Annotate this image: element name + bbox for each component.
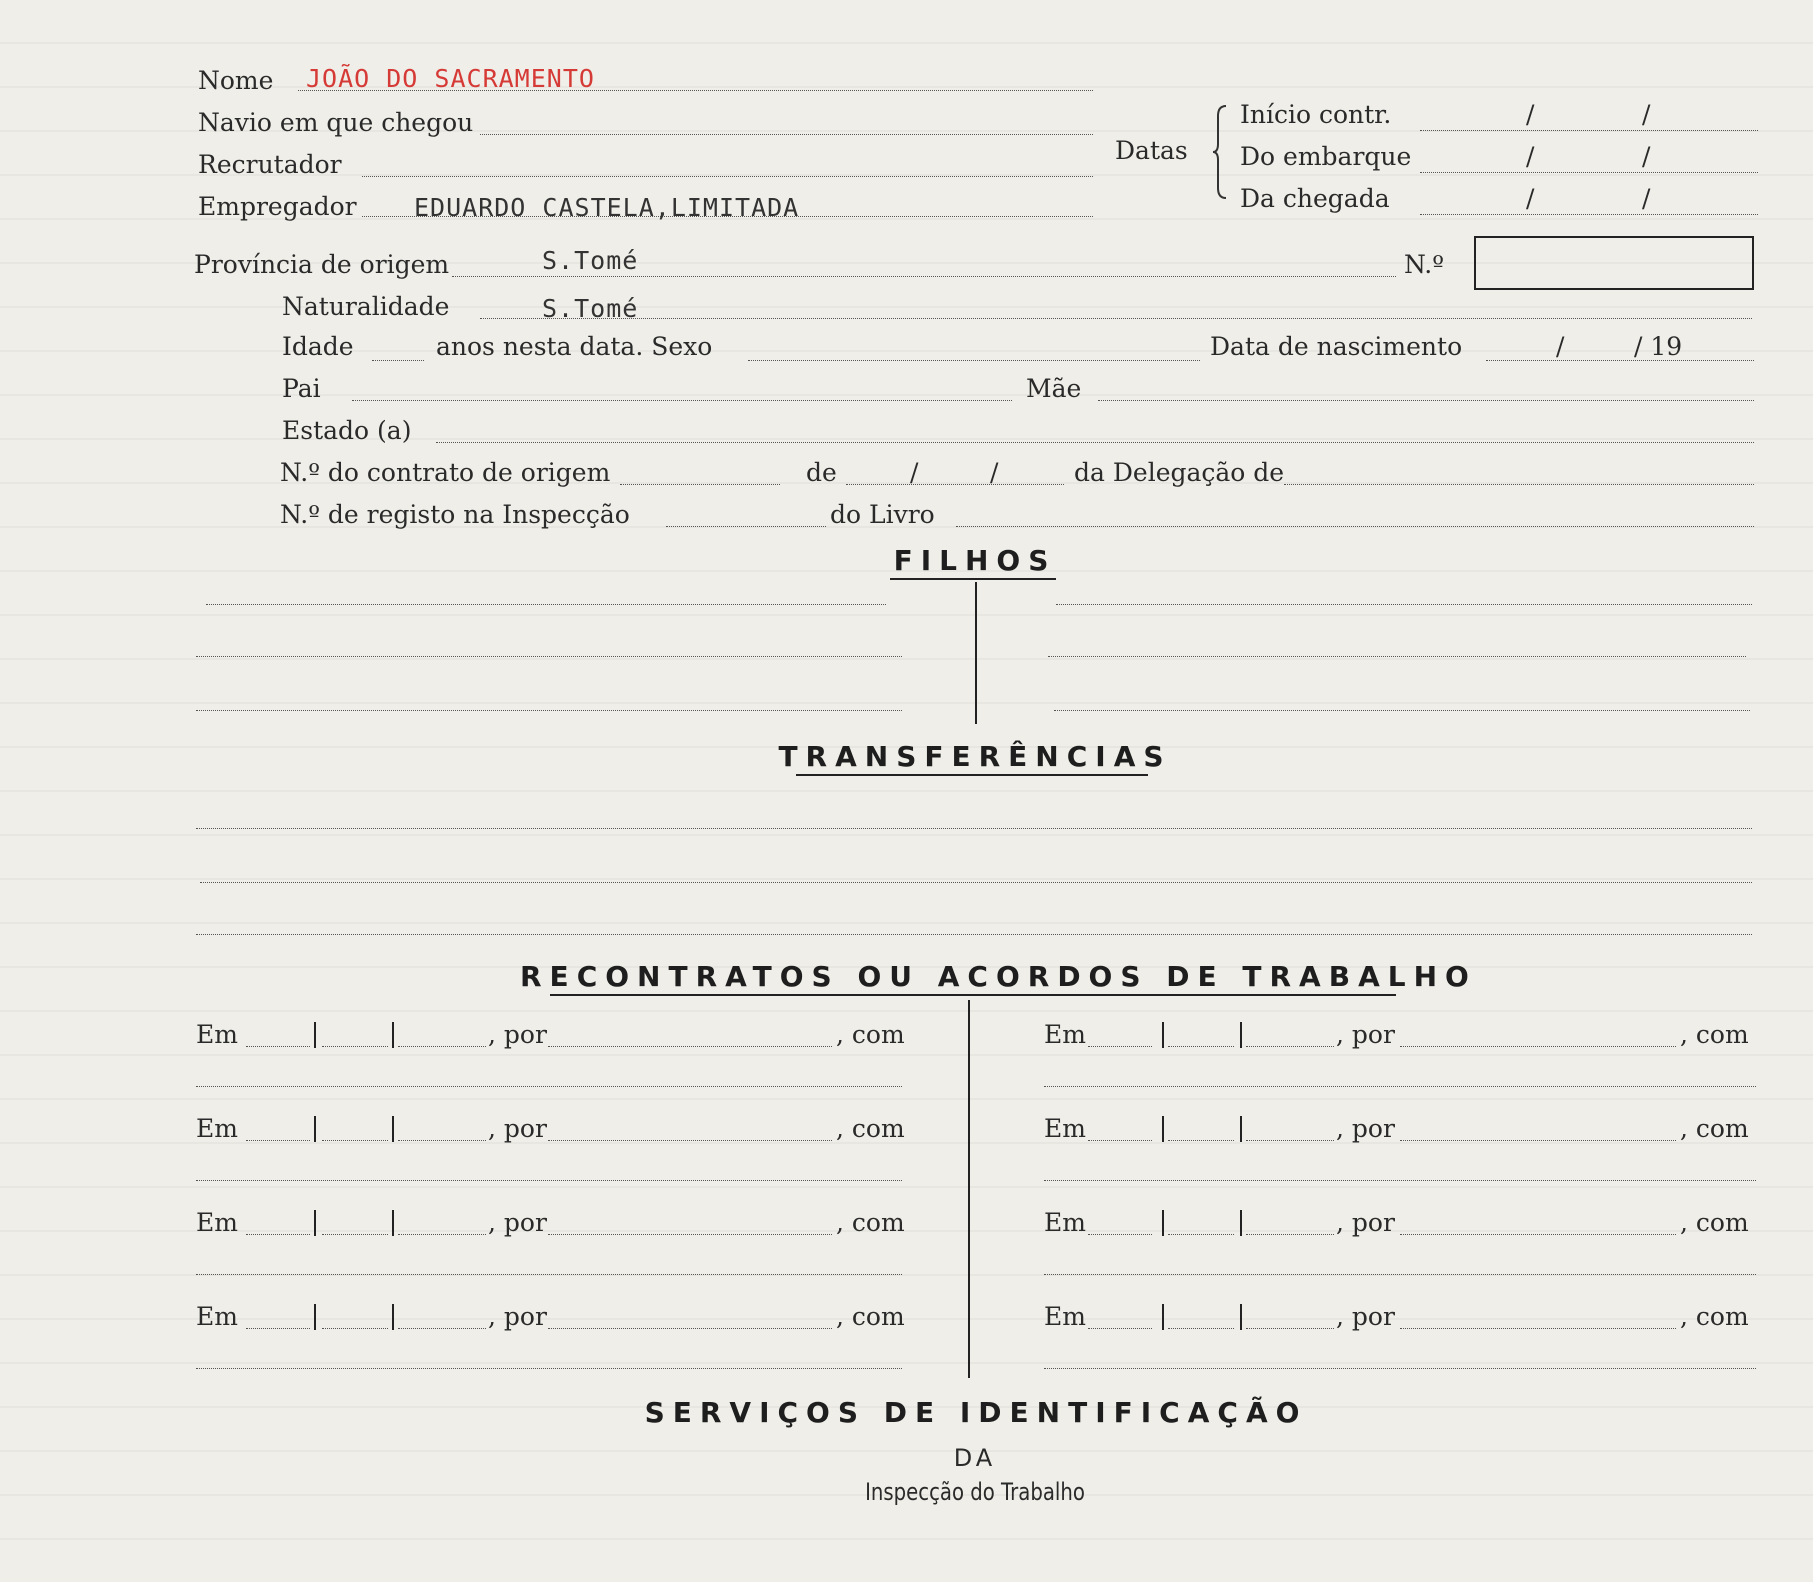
recontrato-separator — [1240, 1304, 1242, 1330]
slash: / — [1556, 332, 1565, 361]
navio-label: Navio em que chegou — [198, 108, 474, 137]
recontrato-com-label: , com — [1680, 1208, 1749, 1237]
idade-field[interactable] — [372, 360, 424, 361]
recontratos-divider — [968, 1000, 970, 1378]
datas-chegada-label: Da chegada — [1240, 184, 1390, 213]
filhos-line[interactable] — [196, 656, 902, 657]
nome-label: Nome — [198, 66, 274, 95]
datas-embarque-field[interactable] — [1420, 172, 1758, 173]
recontratos-heading: RECONTRATOS OU ACORDOS DE TRABALHO — [520, 960, 1477, 993]
sexo-field[interactable] — [748, 360, 1200, 361]
recontrato-separator — [314, 1210, 316, 1236]
nome-value: JOÃO DO SACRAMENTO — [306, 64, 595, 93]
recontrato-year-field[interactable] — [1246, 1328, 1334, 1329]
recrutador-label: Recrutador — [198, 150, 342, 179]
slash: / — [910, 458, 919, 487]
recontrato-separator — [1162, 1210, 1164, 1236]
recontrato-com-field[interactable] — [196, 1180, 902, 1181]
recontrato-day-field[interactable] — [246, 1140, 310, 1141]
slash: / — [1642, 142, 1651, 171]
footer-title: SERVIÇOS DE IDENTIFICAÇÃO — [644, 1396, 1308, 1429]
recontrato-por-field[interactable] — [1400, 1140, 1676, 1141]
contrato-field[interactable] — [620, 484, 780, 485]
datas-chegada-field[interactable] — [1420, 214, 1758, 215]
recontrato-em-label: Em — [1044, 1208, 1086, 1237]
recontrato-por-label: , por — [488, 1302, 547, 1331]
recontrato-por-field[interactable] — [548, 1046, 832, 1047]
recontrato-month-field[interactable] — [322, 1046, 388, 1047]
filhos-underline — [890, 578, 1056, 580]
recontrato-com-label: , com — [836, 1208, 905, 1237]
recontrato-por-field[interactable] — [1400, 1046, 1676, 1047]
recrutador-field[interactable] — [362, 176, 1093, 177]
empregador-value: EDUARDO CASTELA,LIMITADA — [414, 193, 800, 222]
recontrato-por-label: , por — [1336, 1208, 1395, 1237]
recontrato-separator — [1240, 1210, 1242, 1236]
datas-label: Datas — [1115, 136, 1188, 165]
provincia-label: Província de origem — [194, 250, 450, 279]
recontrato-year-field[interactable] — [398, 1046, 486, 1047]
recontrato-com-label: , com — [1680, 1020, 1749, 1049]
recontrato-em-label: Em — [1044, 1020, 1086, 1049]
slash: / — [990, 458, 999, 487]
recontrato-em-label: Em — [196, 1020, 238, 1049]
anos-sexo-label: anos nesta data. Sexo — [436, 332, 713, 361]
estado-label: Estado (a) — [282, 416, 412, 445]
mae-label: Mãe — [1026, 374, 1082, 403]
recontrato-separator — [392, 1116, 394, 1142]
recontrato-year-field[interactable] — [1246, 1234, 1334, 1235]
numero-label: N.º — [1404, 250, 1444, 279]
numero-box[interactable] — [1474, 236, 1754, 290]
filhos-divider — [975, 582, 977, 724]
recontrato-com-label: , com — [1680, 1114, 1749, 1143]
livro-label: do Livro — [830, 500, 935, 529]
recontrato-month-field[interactable] — [322, 1234, 388, 1235]
recontrato-com-field[interactable] — [196, 1086, 902, 1087]
nascimento-field[interactable] — [1486, 360, 1754, 361]
naturalidade-label: Naturalidade — [282, 292, 450, 321]
recontrato-year-field[interactable] — [398, 1140, 486, 1141]
datas-brace-icon — [1212, 104, 1230, 200]
recontrato-month-field[interactable] — [322, 1140, 388, 1141]
recontrato-com-field[interactable] — [1044, 1086, 1756, 1087]
transferencias-line[interactable] — [200, 882, 1752, 883]
recontrato-separator — [314, 1304, 316, 1330]
delegacao-label: da Delegação de — [1074, 458, 1285, 487]
livro-field[interactable] — [956, 526, 1754, 527]
recontrato-com-field[interactable] — [196, 1368, 902, 1369]
provincia-field[interactable] — [452, 276, 1396, 277]
recontrato-por-field[interactable] — [548, 1328, 832, 1329]
filhos-line[interactable] — [1054, 710, 1750, 711]
recontrato-separator — [1162, 1304, 1164, 1330]
recontrato-year-field[interactable] — [1246, 1140, 1334, 1141]
datas-inicio-label: Início contr. — [1240, 100, 1392, 129]
provincia-value: S.Tomé — [542, 246, 639, 275]
recontrato-com-field[interactable] — [1044, 1274, 1756, 1275]
slash: / — [1642, 100, 1651, 129]
recontrato-com-label: , com — [1680, 1302, 1749, 1331]
transferencias-line[interactable] — [196, 934, 1752, 935]
navio-field[interactable] — [480, 134, 1093, 135]
registo-label: N.º de registo na Inspecção — [280, 500, 630, 529]
recontrato-por-field[interactable] — [1400, 1234, 1676, 1235]
naturalidade-value: S.Tomé — [542, 294, 639, 323]
recontrato-day-field[interactable] — [246, 1328, 310, 1329]
recontrato-separator — [1162, 1116, 1164, 1142]
recontrato-year-field[interactable] — [398, 1234, 486, 1235]
recontrato-separator — [314, 1022, 316, 1048]
transferencias-heading: TRANSFERÊNCIAS — [778, 740, 1172, 773]
empregador-label: Empregador — [198, 192, 357, 221]
naturalidade-field[interactable] — [480, 318, 1752, 319]
recontrato-em-label: Em — [196, 1208, 238, 1237]
footer-da: DA — [953, 1444, 997, 1472]
filhos-line[interactable] — [196, 710, 902, 711]
footer-inspeccao: Inspecção do Trabalho — [865, 1478, 1085, 1506]
recontrato-em-label: Em — [1044, 1302, 1086, 1331]
recontrato-separator — [1162, 1022, 1164, 1048]
recontrato-month-field[interactable] — [1168, 1140, 1234, 1141]
filhos-line[interactable] — [1056, 604, 1752, 605]
recontrato-com-label: , com — [836, 1302, 905, 1331]
recontrato-separator — [392, 1304, 394, 1330]
recontrato-year-field[interactable] — [398, 1328, 486, 1329]
recontrato-month-field[interactable] — [1168, 1046, 1234, 1047]
slash: / — [1526, 184, 1535, 213]
pai-label: Pai — [282, 374, 321, 403]
datas-inicio-field[interactable] — [1420, 130, 1758, 131]
recontrato-day-field[interactable] — [1088, 1328, 1152, 1329]
recontrato-com-field[interactable] — [1044, 1180, 1756, 1181]
delegacao-field[interactable] — [1284, 484, 1754, 485]
recontrato-por-label: , por — [488, 1020, 547, 1049]
recontrato-day-field[interactable] — [1088, 1234, 1152, 1235]
filhos-heading: FILHOS — [893, 544, 1057, 577]
recontrato-por-field[interactable] — [1400, 1328, 1676, 1329]
recontrato-por-label: , por — [1336, 1302, 1395, 1331]
recontrato-month-field[interactable] — [322, 1328, 388, 1329]
recontrato-separator — [314, 1116, 316, 1142]
recontrato-day-field[interactable] — [1088, 1046, 1152, 1047]
contrato-label: N.º do contrato de origem — [280, 458, 611, 487]
registo-field[interactable] — [666, 526, 826, 527]
filhos-line[interactable] — [206, 604, 886, 605]
recontrato-separator — [392, 1022, 394, 1048]
contrato-de-label: de — [806, 458, 837, 487]
recontrato-separator — [1240, 1116, 1242, 1142]
recontrato-por-label: , por — [1336, 1114, 1395, 1143]
recontrato-com-label: , com — [836, 1020, 905, 1049]
recontrato-por-label: , por — [488, 1208, 547, 1237]
recontrato-day-field[interactable] — [246, 1234, 310, 1235]
recontrato-separator — [392, 1210, 394, 1236]
recontrato-por-label: , por — [488, 1114, 547, 1143]
recontrato-day-field[interactable] — [1088, 1140, 1152, 1141]
pai-field[interactable] — [352, 400, 1012, 401]
nascimento-label: Data de nascimento — [1210, 332, 1463, 361]
recontrato-com-field[interactable] — [1044, 1368, 1756, 1369]
slash: / — [1526, 142, 1535, 171]
filhos-line[interactable] — [1048, 656, 1746, 657]
datas-embarque-label: Do embarque — [1240, 142, 1412, 171]
recontrato-separator — [1240, 1022, 1242, 1048]
mae-field[interactable] — [1098, 400, 1754, 401]
estado-field[interactable] — [436, 442, 1754, 443]
recontrato-em-label: Em — [196, 1114, 238, 1143]
slash: / — [1642, 184, 1651, 213]
recontratos-underline — [550, 994, 1396, 996]
recontrato-em-label: Em — [1044, 1114, 1086, 1143]
transferencias-line[interactable] — [196, 828, 1752, 829]
recontrato-em-label: Em — [196, 1302, 238, 1331]
slash: / — [1526, 100, 1535, 129]
recontrato-com-field[interactable] — [196, 1274, 902, 1275]
recontrato-month-field[interactable] — [1168, 1328, 1234, 1329]
recontrato-por-field[interactable] — [548, 1140, 832, 1141]
recontrato-month-field[interactable] — [1168, 1234, 1234, 1235]
contrato-date-field[interactable] — [846, 484, 1064, 485]
idade-label: Idade — [282, 332, 354, 361]
recontrato-day-field[interactable] — [246, 1046, 310, 1047]
recontrato-com-label: , com — [836, 1114, 905, 1143]
recontrato-por-field[interactable] — [548, 1234, 832, 1235]
recontrato-por-label: , por — [1336, 1020, 1395, 1049]
recontrato-year-field[interactable] — [1246, 1046, 1334, 1047]
nascimento-year: / 19 — [1634, 332, 1683, 361]
transferencias-underline — [796, 774, 1148, 776]
